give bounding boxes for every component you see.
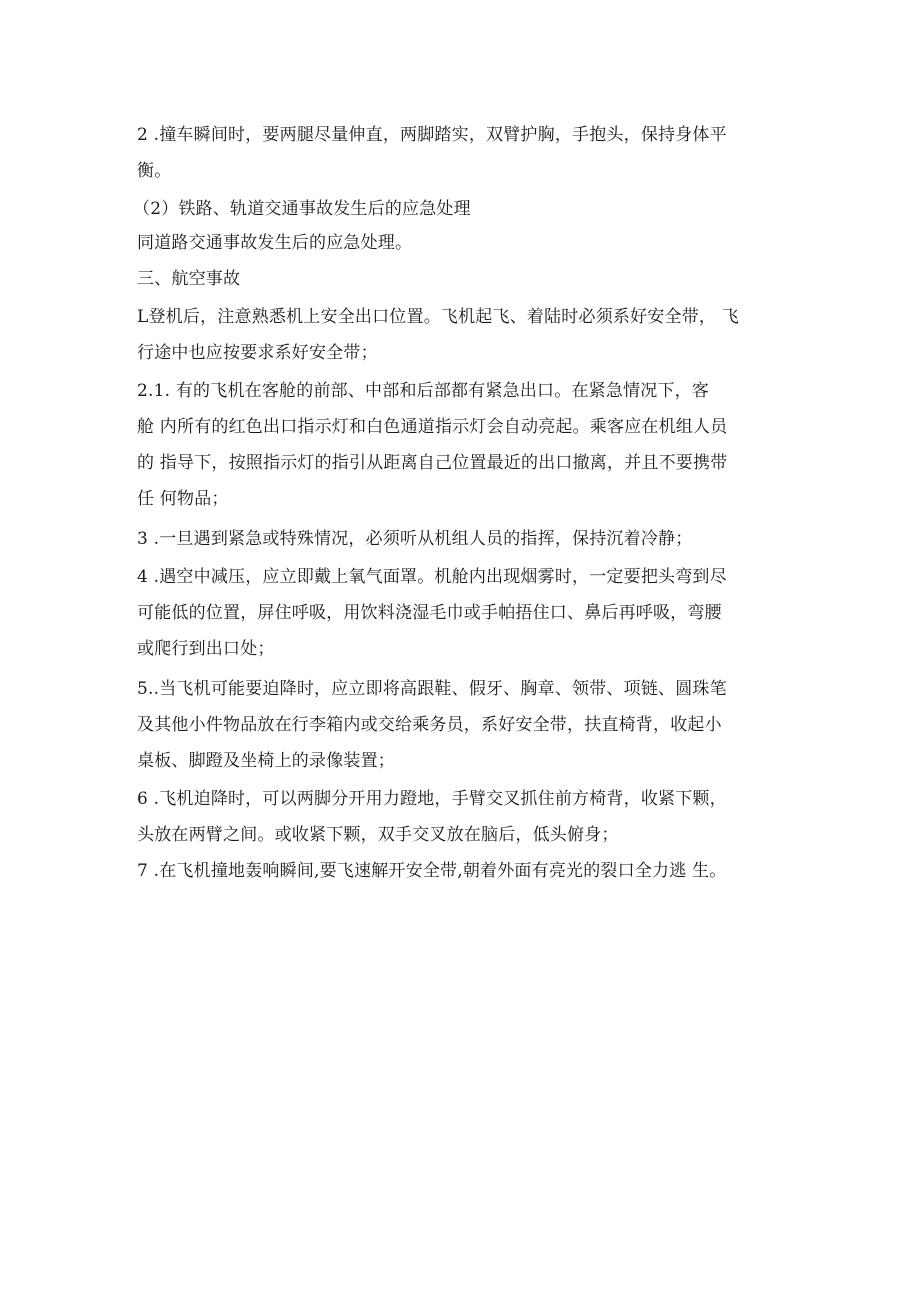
text-line: 2.1. 有的飞机在客舱的前部、中部和后部都有紧急出口。在紧急情况下，客 — [137, 381, 710, 401]
section-heading: （2）铁路、轨道交通事故发生后的应急处理 — [133, 199, 471, 219]
text-line: 头放在两臂之间。或收紧下颗，双手交叉放在脑后，低头俯身； — [137, 825, 619, 845]
text-line: 任 何物品； — [137, 489, 229, 509]
text-line: 或爬行到出口处； — [137, 639, 275, 659]
text-line: 4 .遇空中减压，应立即戴上氧气面罩。机舱内出现烟雾时，一定要把头弯到尽 — [137, 567, 727, 587]
text-line: 2 .撞车瞬间时，要两腿尽量伸直，两脚踏实，双臂护胸，手抱头，保持身体平 — [137, 125, 727, 145]
text-line: L登机后，注意熟悉机上安全出口位置。飞机起飞、着陆时必须系好安全带， 飞 — [137, 307, 739, 327]
text-line: 6 .飞机迫降时，可以两脚分开用力蹬地，手臂交叉抓住前方椅背，收紧下颗， — [137, 789, 727, 809]
text-line: 3 .一旦遇到紧急或特殊情况，必须听从机组人员的指挥，保持沉着冷静； — [137, 529, 693, 549]
text-line: 5..当飞机可能要迫降时，应立即将高跟鞋、假牙、胸章、领带、项链、圆珠笔 — [137, 679, 727, 699]
text-line: 可能低的位置，屏住呼吸，用饮料浇湿毛巾或手帕捂住口、鼻后再呼吸，弯腰 — [137, 603, 722, 623]
text-line: 行途中也应按要求系好安全带； — [137, 343, 378, 363]
text-line: 桌板、脚蹬及坐椅上的录像装置； — [137, 751, 395, 771]
text-line: 舱 内所有的红色出口指示灯和白色通道指示灯会自动亮起。乘客应在机组人员 — [137, 417, 728, 437]
text-line: 及其他小件物品放在行李箱内或交给乘务员，系好安全带，扶直椅背，收起小 — [137, 715, 722, 735]
text-line: 同道路交通事故发生后的应急处理。 — [137, 233, 413, 253]
text-line: 衡。 — [137, 161, 172, 181]
text-line: 7 .在飞机撞地轰响瞬间,要飞速解开安全带,朝着外面有亮光的裂口全力逃 生。 — [137, 861, 727, 881]
section-heading: 三、航空事故 — [137, 269, 241, 289]
text-line: 的 指导下，按照指示灯的指引从距离自己位置最近的出口撤离，并且不要携带 — [137, 453, 728, 473]
